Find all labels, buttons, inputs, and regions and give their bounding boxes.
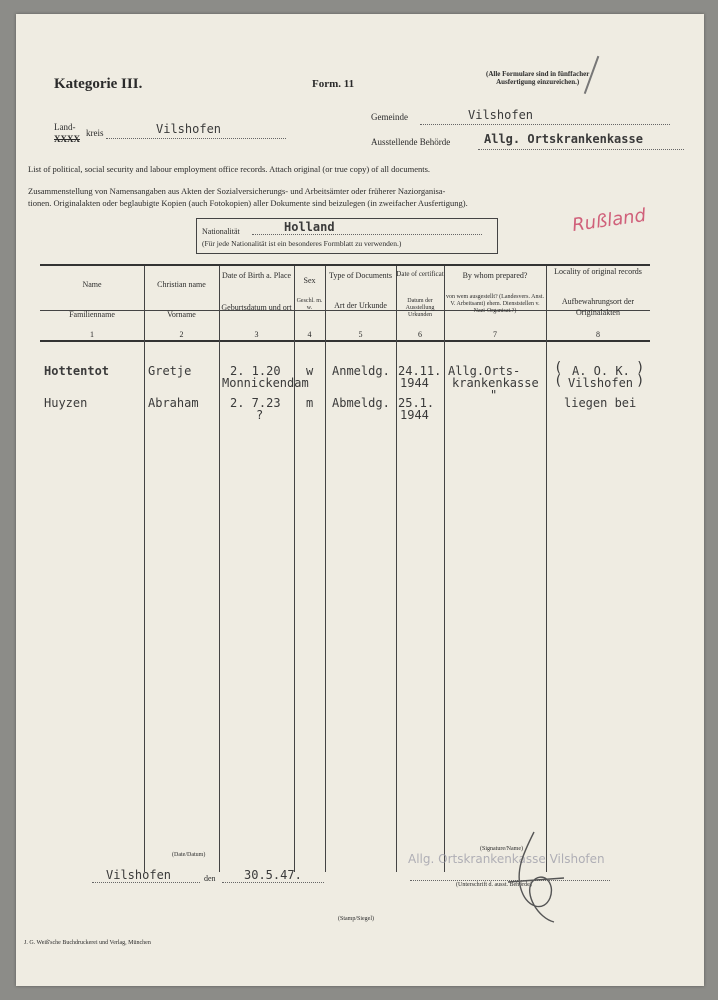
row-2-date: 25.1. (398, 396, 435, 410)
col-header-loc-num: 8 (596, 330, 600, 339)
col-header-by-num: 7 (493, 330, 497, 339)
locality-brace-left: ( ( (554, 360, 563, 389)
col-header-first-num: 2 (179, 330, 184, 339)
table-header-bottom-rule (40, 340, 650, 342)
col-header-by-de: von wem ausgestellt? (Landesvers. Anst. V. Arbeitsamt) ehem. Dienststellen v. Nazi-Organisat.?) (446, 294, 544, 314)
col-header-first-de: Vorname (167, 310, 196, 319)
stamp-imprint: Allg. Ortskrankenkasse Vilshofen (408, 852, 605, 866)
col-header-doc-en: Type of Documents (329, 271, 392, 280)
formular-note (486, 70, 589, 86)
col-header-name-num: 1 (90, 330, 94, 339)
row-1-first: Gretje (148, 364, 192, 378)
col-header-sex-num: 4 (307, 330, 312, 339)
kreis-line (106, 138, 286, 139)
col-header-birth-en: Date of Birth a. Place (221, 271, 292, 280)
col-divider-5 (396, 266, 397, 872)
row-1-name: Hottentot (44, 364, 110, 378)
col-header-loc-de: Aufbewahrungsort der Originalakten (561, 297, 635, 317)
date-line (222, 882, 324, 883)
place-line (92, 882, 200, 883)
row-1-sex: w (306, 364, 314, 378)
row-1-doc: Anmeldg. (332, 364, 390, 378)
kreis-label: kreis (86, 128, 104, 138)
row-1-by-line-2: krankenkasse (452, 376, 539, 390)
kreis-value: Vilshofen (156, 122, 222, 136)
col-header-doc-de: Art der Urkunde (334, 301, 387, 310)
col-header-sex-de: Geschl. m. w. (296, 298, 323, 311)
col-header-first-en: Christian name (157, 280, 206, 289)
intro-english: List of political, social security and labour employment office records. Attach original (or true copy) of all documents. (28, 164, 431, 174)
intro-german-2: tionen. Originalakten oder beglaubigte Kopien (auch Fotokopien) aller Dokumente sind beizulegen (in zweifacher Ausfertigung). (28, 198, 468, 208)
row-2-year: 1944 (400, 408, 429, 422)
nationality-note: (Für jede Nationalität ist ein besonderes Formblatt zu verwenden.) (202, 239, 402, 248)
nationality-label: Nationalität (202, 227, 240, 236)
col-header-date-num: 6 (418, 330, 422, 339)
stamp-label: (Stamp/Siegel) (338, 916, 374, 922)
behoerde-value: Allg. Ortskrankenkasse (484, 132, 643, 146)
gemeinde-line (420, 124, 670, 125)
row-2-birth-date: 2. 7.23 (230, 396, 281, 410)
col-divider-6 (444, 266, 445, 872)
col-header-name-en: Name (82, 280, 102, 289)
col-header-birth-num: 3 (254, 330, 259, 339)
col-divider-1 (144, 266, 145, 872)
col-divider-4 (325, 266, 326, 872)
row-2-doc: Abmeldg. (332, 396, 390, 410)
behoerde-line (478, 149, 684, 150)
row-2-name: Huyzen (44, 396, 88, 410)
col-header-name-de: Familienname (69, 310, 115, 319)
row-1-date: 24.11. (398, 364, 442, 378)
formular-note-line-1: (Alle Formulare sind in fünffacher (486, 70, 590, 78)
locality-line-2: Vilshofen (568, 376, 634, 390)
col-header-date-en: Date of certificat (396, 270, 444, 278)
behoerde-label: Ausstellende Behörde (371, 137, 451, 147)
col-divider-3 (294, 266, 295, 872)
locality-line-3: liegen bei (564, 396, 637, 410)
check-mark-icon (584, 56, 616, 100)
formular-note-line-2: Ausfertigung einzureichen.) (496, 78, 580, 86)
signature-label: (Signature/Name) (480, 846, 523, 852)
nationality-value: Holland (284, 220, 335, 234)
col-header-birth-de: Geburtsdatum und ort (221, 303, 292, 312)
col-header-date-de: Datum der Ausstellung Urkunden (405, 298, 435, 318)
handwritten-signature (494, 822, 574, 932)
form-page (16, 14, 704, 986)
printer-note: J. G. Weiß'sche Buchdruckerei und Verlag, München (24, 940, 151, 946)
nationality-line (252, 234, 482, 235)
row-2-by-ditto: " (490, 388, 498, 402)
intro-german-1: Zusammenstellung von Namensangaben aus Akten der Sozialversicherungs- und Arbeitsämter oder früherer Naziorganisa- (28, 186, 446, 196)
nationality-box (196, 218, 498, 254)
col-divider-7 (546, 266, 547, 872)
footer-date: 30.5.47. (244, 868, 302, 882)
row-1-year: 1944 (400, 376, 429, 390)
footer-den: den (204, 874, 216, 883)
row-1-birth-place: Monnickendam (222, 376, 309, 390)
kreis-struck: XXXX (54, 134, 80, 144)
col-header-doc-num: 5 (358, 330, 363, 339)
signature-sub-label: (Unterschrift d. ausst. Behörde) (456, 882, 532, 888)
row-2-birth-place: ? (256, 408, 264, 422)
col-header-loc-en: Locality of original records (554, 267, 642, 276)
land-label: Land- (54, 122, 76, 132)
row-2-sex: m (306, 396, 314, 410)
col-header-sex-en: Sex (303, 276, 316, 285)
handwritten-annotation: Rußland (570, 204, 648, 237)
col-header-by-en: By whom prepared? (462, 271, 528, 280)
form-number: Form. 11 (312, 78, 355, 90)
row-1-by-line-1: Allg.Orts- (448, 364, 521, 378)
locality-line-1: A. O. K. (572, 364, 630, 378)
row-1-birth-date: 2. 1.20 (230, 364, 281, 378)
category-title: Kategorie III. (54, 76, 143, 92)
gemeinde-label: Gemeinde (371, 112, 408, 122)
gemeinde-value: Vilshofen (468, 108, 534, 122)
col-divider-2 (219, 266, 220, 872)
locality-brace-right: ) ) (636, 360, 645, 389)
row-2-first: Abraham (148, 396, 199, 410)
footer-place: Vilshofen (106, 868, 172, 882)
date-label: (Date/Datum) (172, 852, 206, 858)
